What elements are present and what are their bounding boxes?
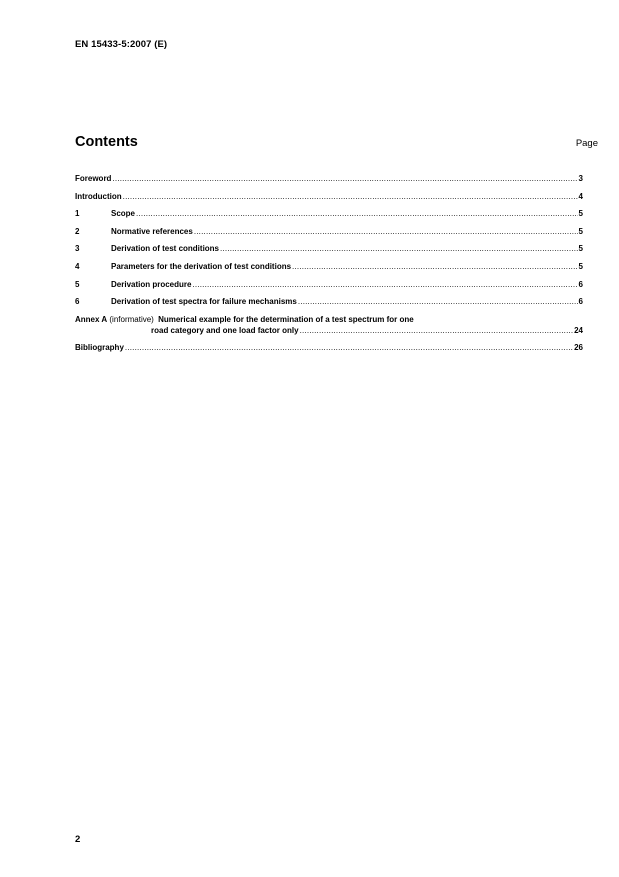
toc-entry-introduction[interactable] <box>75 191 583 202</box>
toc-entry-page: 5 <box>578 209 583 219</box>
toc-entry-bibliography[interactable] <box>75 342 583 353</box>
toc-entry-number: 4 <box>75 261 80 271</box>
annex-title-line1: Numerical example for the determination of a test spectrum for one <box>158 314 414 324</box>
toc-entry-number: 6 <box>75 297 80 307</box>
toc-entry-title: Normative references <box>111 226 193 236</box>
dot-leader <box>136 208 578 219</box>
toc-entry-foreword[interactable] <box>75 173 583 184</box>
page-column-label: Page <box>575 138 598 149</box>
toc-entry-title: Derivation of test spectra for failure mechanisms <box>111 297 297 307</box>
toc-entry-section-5[interactable] <box>75 279 583 290</box>
table-of-contents <box>75 173 583 360</box>
toc-entry-title: Introduction <box>75 191 122 201</box>
toc-entry-page: 5 <box>578 261 583 271</box>
dot-leader <box>192 279 577 290</box>
dot-leader <box>123 191 578 202</box>
dot-leader <box>300 325 574 336</box>
toc-entry-section-6[interactable] <box>75 296 583 307</box>
toc-entry-page: 3 <box>578 174 583 183</box>
toc-entry-section-1[interactable] <box>75 208 583 219</box>
toc-entry-section-4[interactable] <box>75 261 583 272</box>
toc-entry-title: Bibliography <box>75 343 124 353</box>
toc-entry-page: 5 <box>578 244 583 254</box>
toc-entry-section-2[interactable] <box>75 226 583 237</box>
toc-entry-title: Parameters for the derivation of test conditions <box>111 261 292 271</box>
document-header: EN 15433-5:2007 (E) <box>75 39 168 50</box>
toc-entry-page: 24 <box>574 325 583 335</box>
annex-second-line <box>75 325 583 336</box>
toc-entry-title: Derivation procedure <box>111 279 192 289</box>
toc-entry-number: 2 <box>75 226 80 236</box>
annex-label: Annex A <box>75 314 108 324</box>
annex-title-line2: road category and one load factor only <box>151 325 299 335</box>
annex-type: (informative) <box>109 314 154 324</box>
toc-entry-page: 5 <box>578 226 583 236</box>
toc-entry-title: Foreword <box>75 174 112 183</box>
annex-first-line <box>75 314 583 325</box>
toc-entry-number: 1 <box>75 209 80 219</box>
dot-leader <box>292 261 578 272</box>
dot-leader <box>220 243 578 254</box>
toc-entry-title: Derivation of test conditions <box>111 244 220 254</box>
dot-leader <box>194 226 578 237</box>
toc-entry-number: 3 <box>75 244 80 254</box>
toc-entry-page: 6 <box>578 297 583 307</box>
toc-entry-annex-a[interactable] <box>75 314 583 336</box>
toc-entry-page: 4 <box>578 191 583 201</box>
dot-leader <box>298 296 578 307</box>
contents-heading: Contents <box>75 134 138 150</box>
dot-leader <box>125 342 573 353</box>
toc-entry-page: 6 <box>578 279 583 289</box>
page-number: 2 <box>75 834 81 845</box>
dot-leader <box>112 173 577 184</box>
toc-entry-title: Scope <box>111 209 136 219</box>
toc-entry-page: 26 <box>574 343 583 353</box>
toc-entry-section-3[interactable] <box>75 243 583 254</box>
toc-entry-number: 5 <box>75 279 80 289</box>
